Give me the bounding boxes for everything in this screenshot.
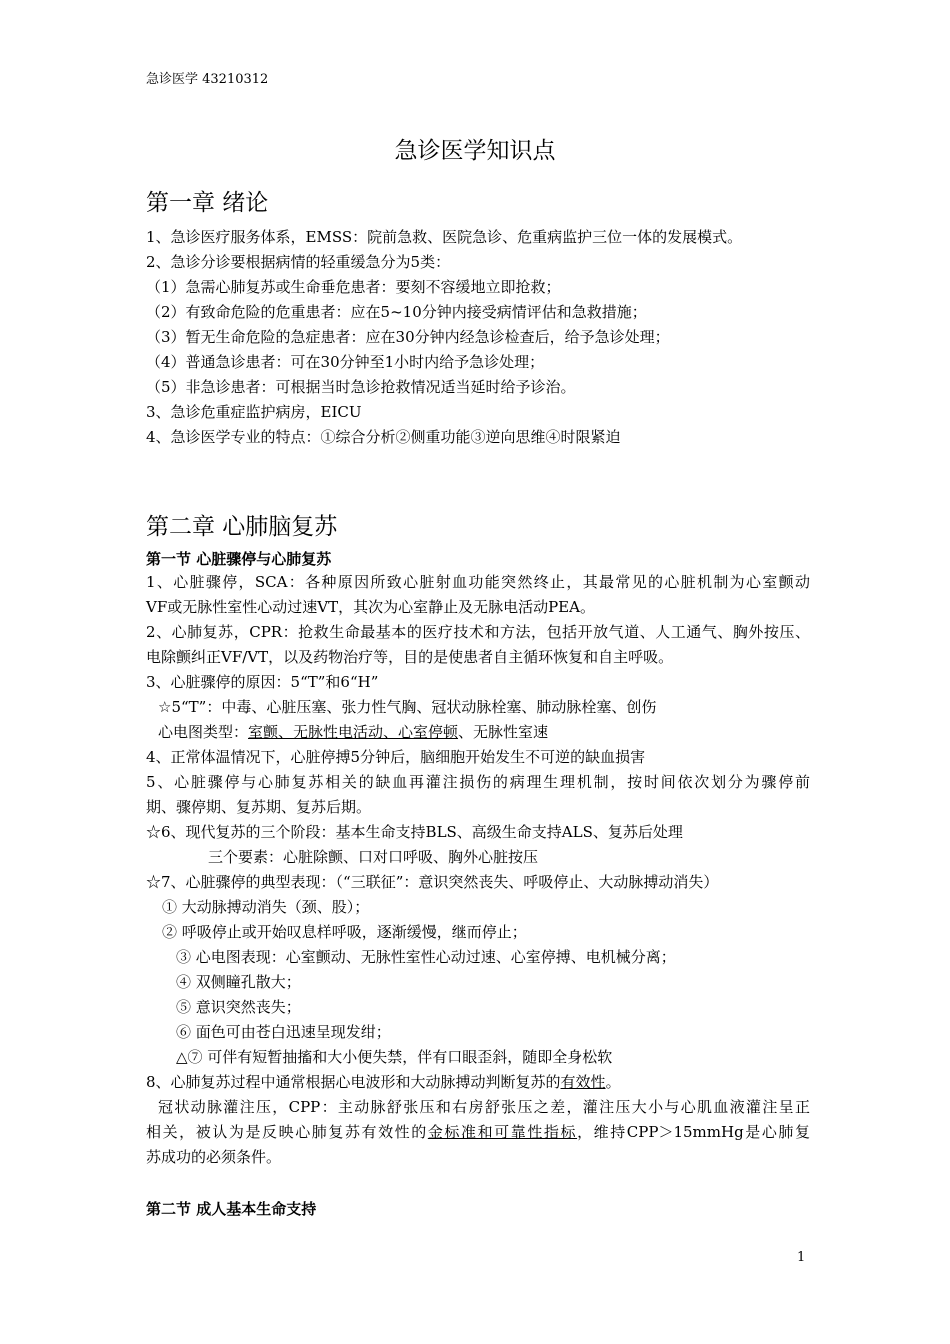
paragraph-line: 三个要素：心脏除颤、口对口呼吸、胸外心脏按压 <box>208 848 539 866</box>
ch1-line: （5）非急诊患者：可根据当时急诊抢救情况适当延时给予诊治。 <box>146 378 576 396</box>
ecg-prefix: 心电图类型： <box>158 723 249 741</box>
page-header: 急诊医学 43210312 <box>146 72 269 87</box>
paragraph-line: 5、心脏骤停与心肺复苏相关的缺血再灌注损伤的病理生理机制，按时间依次划分为骤停前 <box>146 773 810 791</box>
cpp-prefix: 相关，被认为是反映心肺复苏有效性的 <box>146 1123 428 1141</box>
ch1-line: 1、急诊医疗服务体系，EMSS：院前急救、医院急诊、危重病监护三位一体的发展模式。 <box>146 228 743 246</box>
paragraph-line: 2、心肺复苏，CPR：抢救生命最基本的医疗技术和方法，包括开放气道、人工通气、胸外按压、 <box>146 623 810 641</box>
paragraph-line: 电除颤纠正VF/VT，以及药物治疗等，目的是使患者自主循环恢复和自主呼吸。 <box>146 648 674 666</box>
ecg-types-line <box>146 720 810 745</box>
list-item: ② 呼吸停止或开始叹息样呼吸，逐渐缓慢，继而停止； <box>162 923 527 941</box>
paragraph-line: ☆7、心脏骤停的典型表现：（“三联征”：意识突然丧失、呼吸停止、大动脉搏动消失） <box>146 873 719 891</box>
list-item: ⑥ 面色可由苍白迅速呈现发绀； <box>176 1023 391 1041</box>
chapter-2-heading: 第二章 心肺脑复苏 <box>146 514 338 540</box>
ch1-line: （1）急需心肺复苏或生命垂危患者：要刻不容缓地立即抢救； <box>146 278 561 296</box>
paragraph-line: ☆6、现代复苏的三个阶段：基本生命支持BLS、高级生命支持ALS、复苏后处理 <box>146 823 683 841</box>
paragraph-line: ☆5“T”：中毒、心脏压塞、张力性气胸、冠状动脉栓塞、肺动脉栓塞、创伤 <box>158 698 657 716</box>
paragraph-line: 1、心脏骤停，SCA：各种原因所致心脏射血功能突然终止，其最常见的心脏机制为心室颤动 <box>146 573 810 591</box>
chapter-1-body <box>146 225 810 450</box>
paragraph-line: 期、骤停期、复苏期、复苏后期。 <box>146 798 372 816</box>
list-item: ④ 双侧瞳孔散大； <box>176 973 301 991</box>
cpp-underlined: 金标准和可靠性指标 <box>427 1123 578 1141</box>
chapter-1-heading: 第一章 绪论 <box>146 190 269 216</box>
ch1-line: （3）暂无生命危险的急症患者：应在30分钟内经急诊检查后，给予急诊处理； <box>146 328 670 346</box>
ecg-underlined: 室颤、无脉性电活动、心室停顿 <box>248 723 459 741</box>
paragraph-line: 4、正常体温情况下，心脏停搏5分钟后，脑细胞开始发生不可逆的缺血损害 <box>146 748 646 766</box>
paragraph-line <box>146 1120 810 1145</box>
paragraph-line: VF或无脉性室性心动过速VT，其次为心室静止及无脉电活动PEA。 <box>146 598 595 616</box>
document-title: 急诊医学知识点 <box>394 138 556 164</box>
paragraph-line: 冠状动脉灌注压，CPP：主动脉舒张压和右房舒张压之差，灌注压大小与心肌血液灌注呈正 <box>158 1098 810 1116</box>
ecg-suffix: 、无脉性室速 <box>458 723 549 741</box>
list-item: ③ 心电图表现：心室颤动、无脉性室性心动过速、心室停搏、电机械分离； <box>176 948 676 966</box>
cpp-suffix: ，维持CPP＞15mmHg是心肺复 <box>577 1123 810 1141</box>
list-item: ⑤ 意识突然丧失； <box>176 998 301 1016</box>
ch1-line: 3、急诊危重症监护病房，EICU <box>146 403 362 421</box>
paragraph-line: 苏成功的必须条件。 <box>146 1148 282 1166</box>
ch1-line: （2）有致命危险的危重患者：应在5~10分钟内接受病情评估和急救措施； <box>146 303 647 321</box>
ch1-line: 4、急诊医学专业的特点：①综合分析②侧重功能③逆向思维④时限紧迫 <box>146 428 621 446</box>
page-number: 1 <box>797 1250 806 1265</box>
p8-suffix: 。 <box>605 1073 621 1091</box>
list-item: △⑦ 可伴有短暂抽搐和大小便失禁，伴有口眼歪斜，随即全身松软 <box>176 1048 613 1066</box>
paragraph-line: 3、心脏骤停的原因：5“T”和6“H” <box>146 673 379 691</box>
section-2-heading: 第二节 成人基本生命支持 <box>146 1200 317 1218</box>
section-1-heading: 第一节 心脏骤停与心肺复苏 <box>146 550 332 568</box>
chapter-2-body <box>146 570 810 1170</box>
list-item: ① 大动脉搏动消失（颈、股）； <box>162 898 370 916</box>
p8-underlined: 有效性 <box>560 1073 606 1091</box>
paragraph-line <box>146 1070 810 1095</box>
p8-prefix: 8、心肺复苏过程中通常根据心电波形和大动脉搏动判断复苏的 <box>146 1073 561 1091</box>
ch1-line: （4）普通急诊患者：可在30分钟至1小时内给予急诊处理； <box>146 353 545 371</box>
ch1-line: 2、急诊分诊要根据病情的轻重缓急分为5类： <box>146 253 451 271</box>
